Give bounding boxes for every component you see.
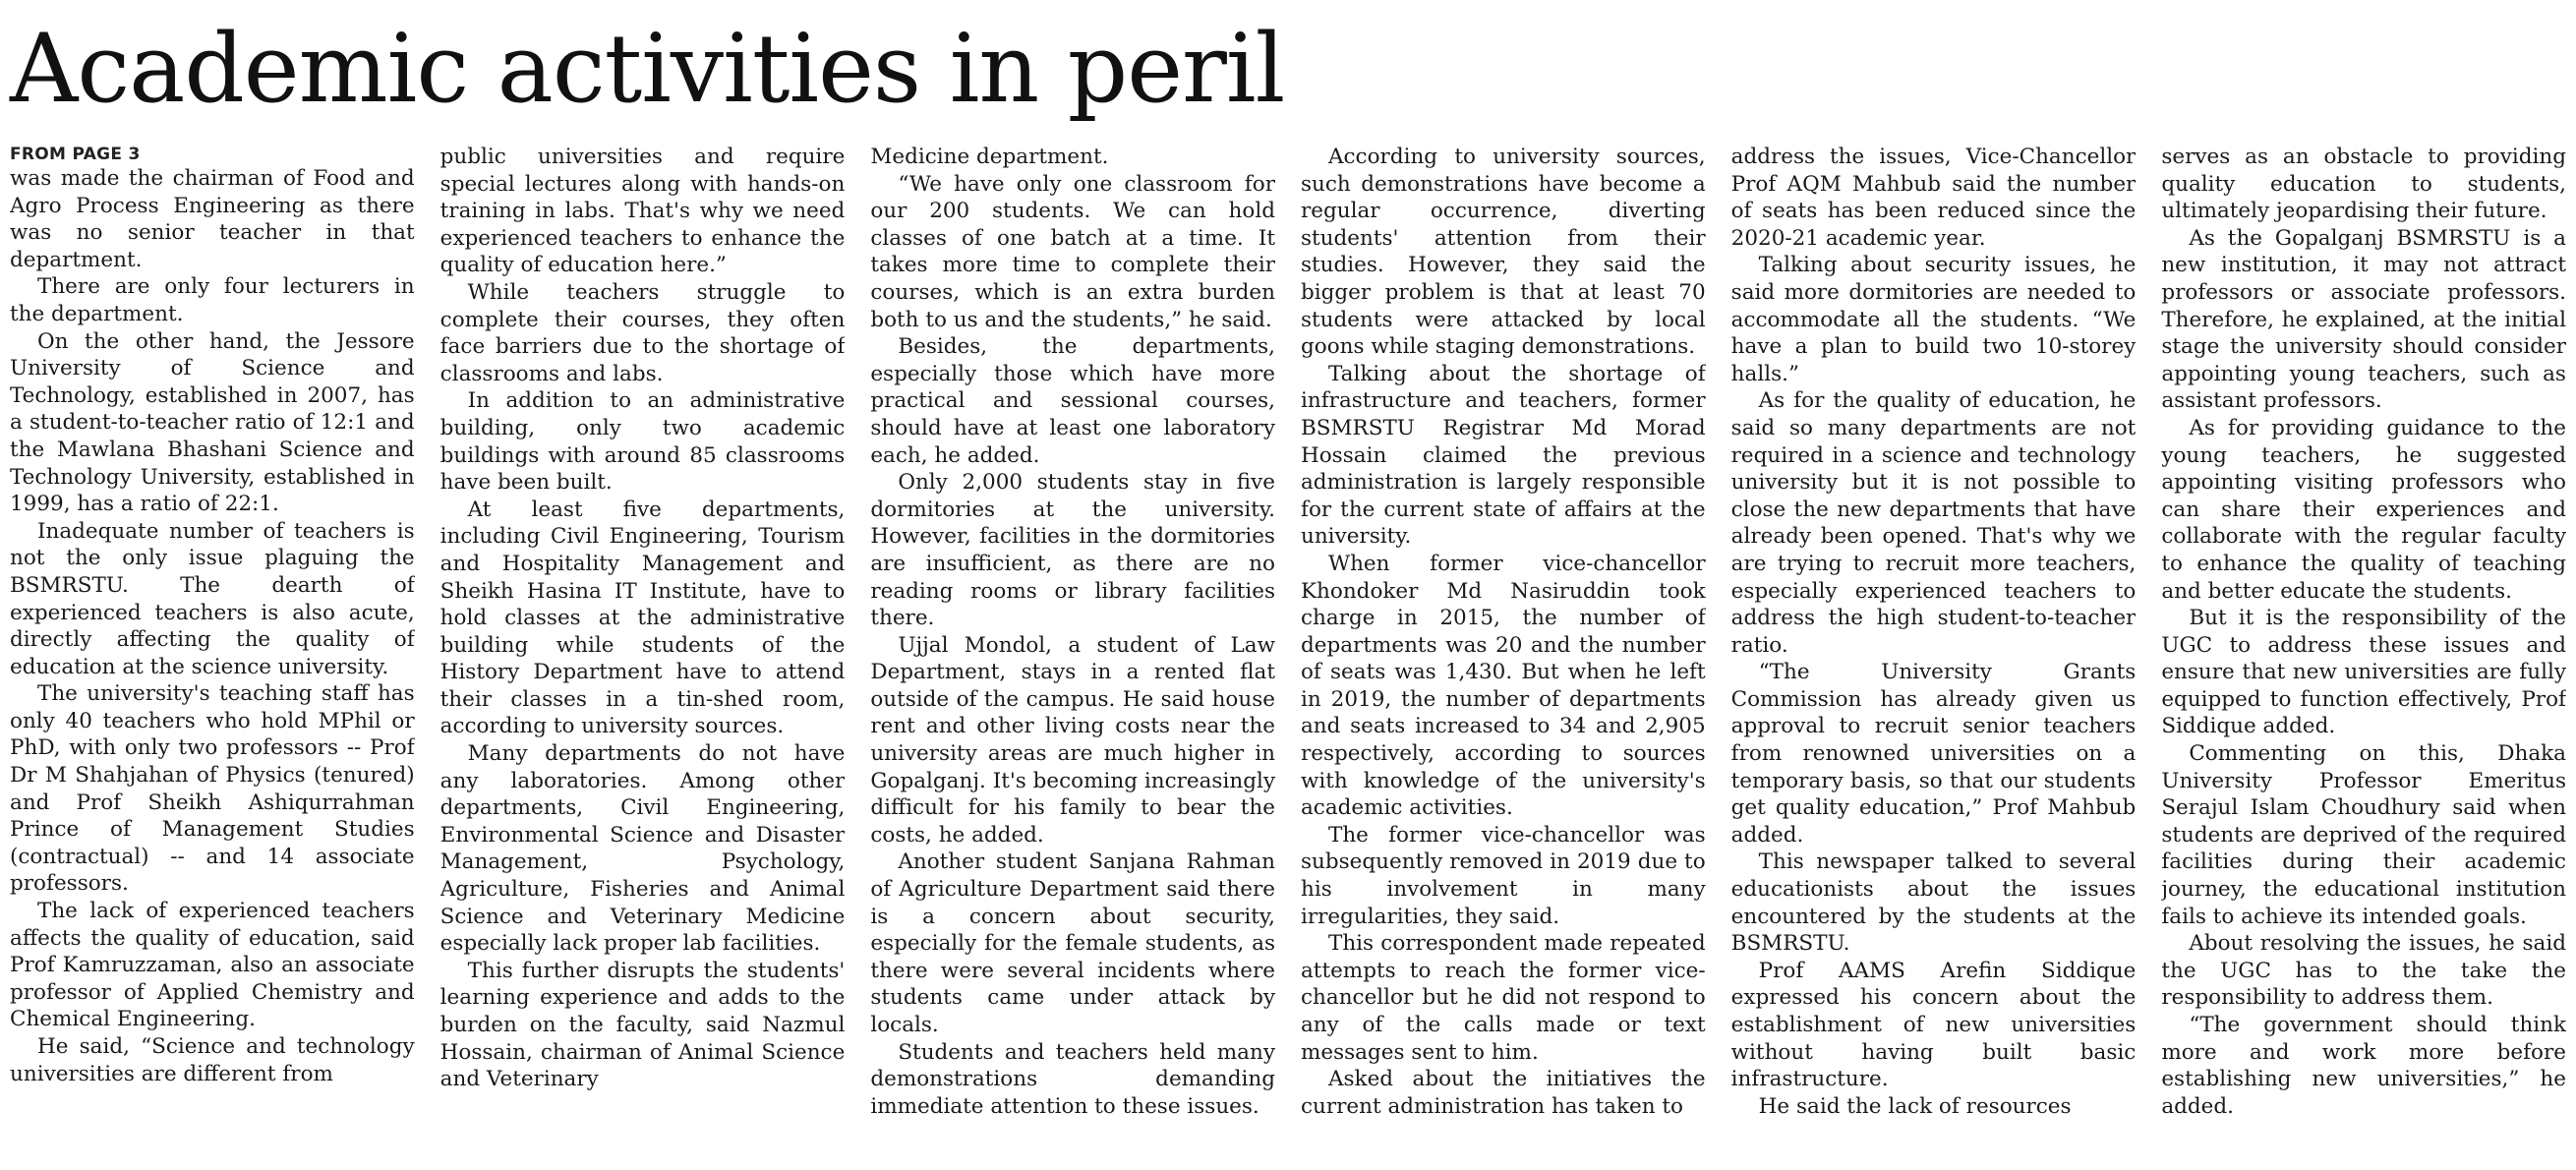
paragraph: As for the quality of education, he said so many departments are not required in a science and technology university but it is not possible to close the new departments that have already been opened. That's why we are trying to recruit more teachers, especially experienced teachers to address the high student-to-teacher ratio. <box>1730 388 2137 658</box>
paragraph: He said the lack of resources <box>1758 1093 2072 1119</box>
jump-label: FROM PAGE 3 <box>10 145 141 164</box>
paragraph: “The University Grants Commission has already given us approval to recruit senior teachers from renowned universities on a temporary basis, so that our students get quality education,” Prof Mahbub added. <box>1730 660 2137 848</box>
paragraph: Inadequate number of teachers is not the only issue plaguing the BSMRSTU. The dearth of experienced teachers is also acute, directly affecting the quality of education at the science university. <box>10 518 415 679</box>
paragraph: Talking about the shortage of infrastructure and teachers, former BSMRSTU Registrar Md Morad Hossain claimed the previous administration is largely responsible for the current state of affairs at the university. <box>1300 361 1706 550</box>
paragraph: serves as an obstacle to providing quality education to students, ultimately jeopardising their future. <box>2161 145 2566 224</box>
paragraph: Prof AAMS Arefin Siddique expressed his concern about the establishment of new universities without having built basic infrastructure. <box>1730 958 2137 1092</box>
paragraph: address the issues, Vice-Chancellor Prof AQM Mahbub said the number of seats has been reduced since the 2020-21 academic year. <box>1730 145 2137 251</box>
article-column-4 <box>1301 144 1706 1170</box>
paragraph: This newspaper talked to several educationists about the issues encountered by the students at the BSMRSTU. <box>1730 849 2137 957</box>
paragraph: As the Gopalganj BSMRSTU is a new institution, it may not attract professors or associate professors. Therefore, he explained, at the initial stage the university should consider appointing young teachers, such as assistant professors. <box>2161 225 2566 414</box>
paragraph: Talking about security issues, he said more dormitories are needed to accommodate all the students. “We have a plan to build two 10-storey halls.” <box>1730 253 2137 386</box>
paragraph: Asked about the initiatives the current administration has taken to <box>1300 1067 1706 1119</box>
paragraph: Medicine department. <box>870 145 1109 169</box>
paragraph: According to university sources, such demonstrations have become a regular occurrence, diverting students' attention from their studies. However, they said the bigger problem is that at least 70 students were attacked by local goons while staging demonstrations. <box>1300 145 1706 360</box>
paragraph: Another student Sanjana Rahman of Agriculture Department said there is a concern about security, especially for the female students, as there were several incidents where students came under attack by locals. <box>870 849 1275 1037</box>
article-column-1 <box>10 144 415 1170</box>
article-body <box>10 144 2566 1170</box>
paragraph: But it is the responsibility of the UGC to address these issues and ensure that new universities are fully equipped to function effectively, Prof Siddique added. <box>2161 606 2566 739</box>
paragraph: The university's teaching staff has only 40 teachers who hold MPhil or PhD, with only two professors -- Prof Dr M Shahjahan of Physics (tenured) and Prof Sheikh Ashiqurrahman Prince of Management Studies (contractual) -- and 14 associate professors. <box>10 681 415 897</box>
paragraph: The former vice-chancellor was subsequently removed in 2019 due to his involvement in many irregularities, they said. <box>1300 822 1706 929</box>
paragraph: Only 2,000 students stay in five dormitories at the university. However, facilities in the dormitories are insufficient, as there are no reading rooms or library facilities there. <box>870 470 1275 631</box>
paragraph: As for providing guidance to the young teachers, he suggested appointing visiting professors who can share their experiences and collaborate with the regular faculty to enhance the quality of teaching and better educate the students. <box>2161 415 2566 604</box>
article-column-3 <box>870 144 1275 1170</box>
article-column-5 <box>1731 144 2137 1170</box>
paragraph: This further disrupts the students' learning experience and adds to the burden on the faculty, said Nazmul Hossain, chairman of Animal Science and Veterinary <box>439 958 846 1092</box>
paragraph: Ujjal Mondol, a student of Law Department, stays in a rented flat outside of the campus. He said house rent and other living costs near the university areas are much higher in Gopalganj. It's becoming increasingly difficult for his family to bear the costs, he added. <box>870 632 1275 848</box>
paragraph: On the other hand, the Jessore University of Science and Technology, established in 2007, has a student-to-teacher ratio of 12:1 and the Mawlana Bhashani Science and Technology University, established in 1999, has a ratio of 22:1. <box>10 328 415 517</box>
paragraph: He said, “Science and technology universities are different from <box>10 1034 415 1086</box>
article-column-2 <box>440 144 846 1170</box>
paragraph: public universities and require special lectures along with hands-on training in labs. That's why we need experienced teachers to enhance the quality of education here.” <box>439 145 846 278</box>
paragraph: Many departments do not have any laboratories. Among other departments, Civil Engineering, Environmental Science and Disaster Management, Psychology, Agriculture, Fisheries and Animal Science and Veterinary Medicine especially lack proper lab facilities. <box>439 741 846 957</box>
paragraph: There are only four lecturers in the department. <box>10 274 415 326</box>
paragraph: “We have only one classroom for our 200 students. We can hold classes of one batch at a time. It takes more time to complete their courses, which is an extra burden both to us and the students,” he said. <box>870 171 1275 332</box>
paragraph: Students and teachers held many demonstrations demanding immediate attention to these issues. <box>870 1039 1275 1119</box>
paragraph: This correspondent made repeated attempts to reach the former vice-chancellor but he did not respond to any of the calls made or text messages sent to him. <box>1300 931 1706 1065</box>
paragraph: The lack of experienced teachers affects the quality of education, said Prof Kamruzzaman, also an associate professor of Applied Chemistry and Chemical Engineering. <box>10 899 415 1032</box>
article-column-6 <box>2161 144 2566 1170</box>
paragraph: About resolving the issues, he said the UGC has to the take the responsibility to address them. <box>2161 931 2566 1011</box>
paragraph: While teachers struggle to complete their courses, they often face barriers due to the shortage of classrooms and labs. <box>439 279 846 386</box>
paragraph: Commenting on this, Dhaka University Professor Emeritus Serajul Islam Choudhury said when students are deprived of the required facilities during their academic journey, the educational institution fails to achieve its intended goals. <box>2161 741 2566 929</box>
paragraph: Besides, the departments, especially those which have more practical and sessional courses, should have at least one laboratory each, he added. <box>870 334 1275 468</box>
paragraph: “The government should think more and work more before establishing new universities,” he added. <box>2161 1013 2566 1119</box>
paragraph: In addition to an administrative building, only two academic buildings with around 85 classrooms have been built. <box>439 388 846 496</box>
paragraph: was made the chairman of Food and Agro Process Engineering as there was no senior teacher in that department. <box>10 166 415 272</box>
paragraph: At least five departments, including Civil Engineering, Tourism and Hospitality Management and Sheikh Hasina IT Institute, have to hold classes at the administrative building while students of the History Department have to attend their classes in a tin-shed room, according to university sources. <box>439 497 846 739</box>
headline: Academic activities in peril <box>10 14 1285 124</box>
paragraph: When former vice-chancellor Khondoker Md Nasiruddin took charge in 2015, the number of departments was 20 and the number of seats was 1,430. But when he left in 2019, the number of departments and seats increased to 34 and 2,905 respectively, according to sources with knowledge of the university's academic activities. <box>1300 551 1706 821</box>
